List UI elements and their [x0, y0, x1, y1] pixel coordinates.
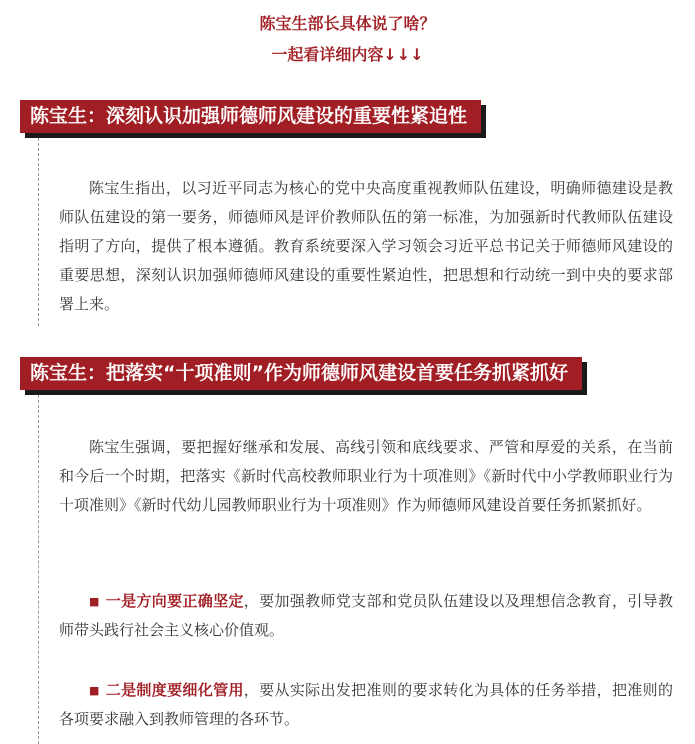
bullet-title: 一是方向要正确坚定: [105, 592, 244, 610]
bullet-item-2: [59, 676, 673, 734]
section2-banner: [20, 357, 582, 390]
bullet-title: 二是制度要细化管用: [105, 681, 244, 699]
square-bullet-icon: ■: [89, 595, 100, 608]
section2-heading: 陈宝生：把落实“十项准则”作为师德师风建设首要任务抓紧抓好: [20, 357, 582, 390]
section2-divider: [38, 395, 39, 744]
section2-paragraph: 陈宝生强调，要把握好继承和发展、高线引领和底线要求、严管和厚爱的关系，在当前和今后一个时期，把落实《新时代高校教师职业行为十项准则》《新时代中小学教师职业行为十项准则》《新时代幼儿园教师职业行为十项准则》作为师德师风建设首要任务抓紧抓好。: [59, 438, 673, 514]
bullet-text: ，要加强教师党支部和党员队伍建设以及理想信念教育，引导教师带头践行社会主义核心价值观。: [59, 592, 673, 639]
bullet-text: ，要从实际出发把准则的要求转化为具体的任务举措，把准则的各项要求融入到教师管理的各环节。: [59, 681, 673, 728]
section1-heading: 陈宝生：深刻认识加强师德师风建设的重要性紧迫性: [20, 100, 481, 133]
intro-question: 陈宝生部长具体说了啥？: [259, 14, 436, 33]
intro-prompt: 一起看详细内容↓↓↓: [271, 45, 424, 64]
square-bullet-icon: ■: [89, 684, 100, 697]
section1-banner: [20, 100, 481, 133]
bullet-item-1: [59, 587, 673, 645]
section1-divider: [38, 138, 39, 326]
section1-paragraph: 陈宝生指出，以习近平同志为核心的党中央高度重视教师队伍建设，明确师德建设是教师队伍建设的第一要务，师德师风是评价教师队伍的第一标准，为加强新时代教师队伍建设指明了方向，提供了根本遵循。教育系统要深入学习领会习近平总书记关于师德师风建设的重要思想，深刻认识加强师德师风建设的重要性紧迫性，把思想和行动统一到中央的要求部署上来。: [59, 179, 673, 313]
